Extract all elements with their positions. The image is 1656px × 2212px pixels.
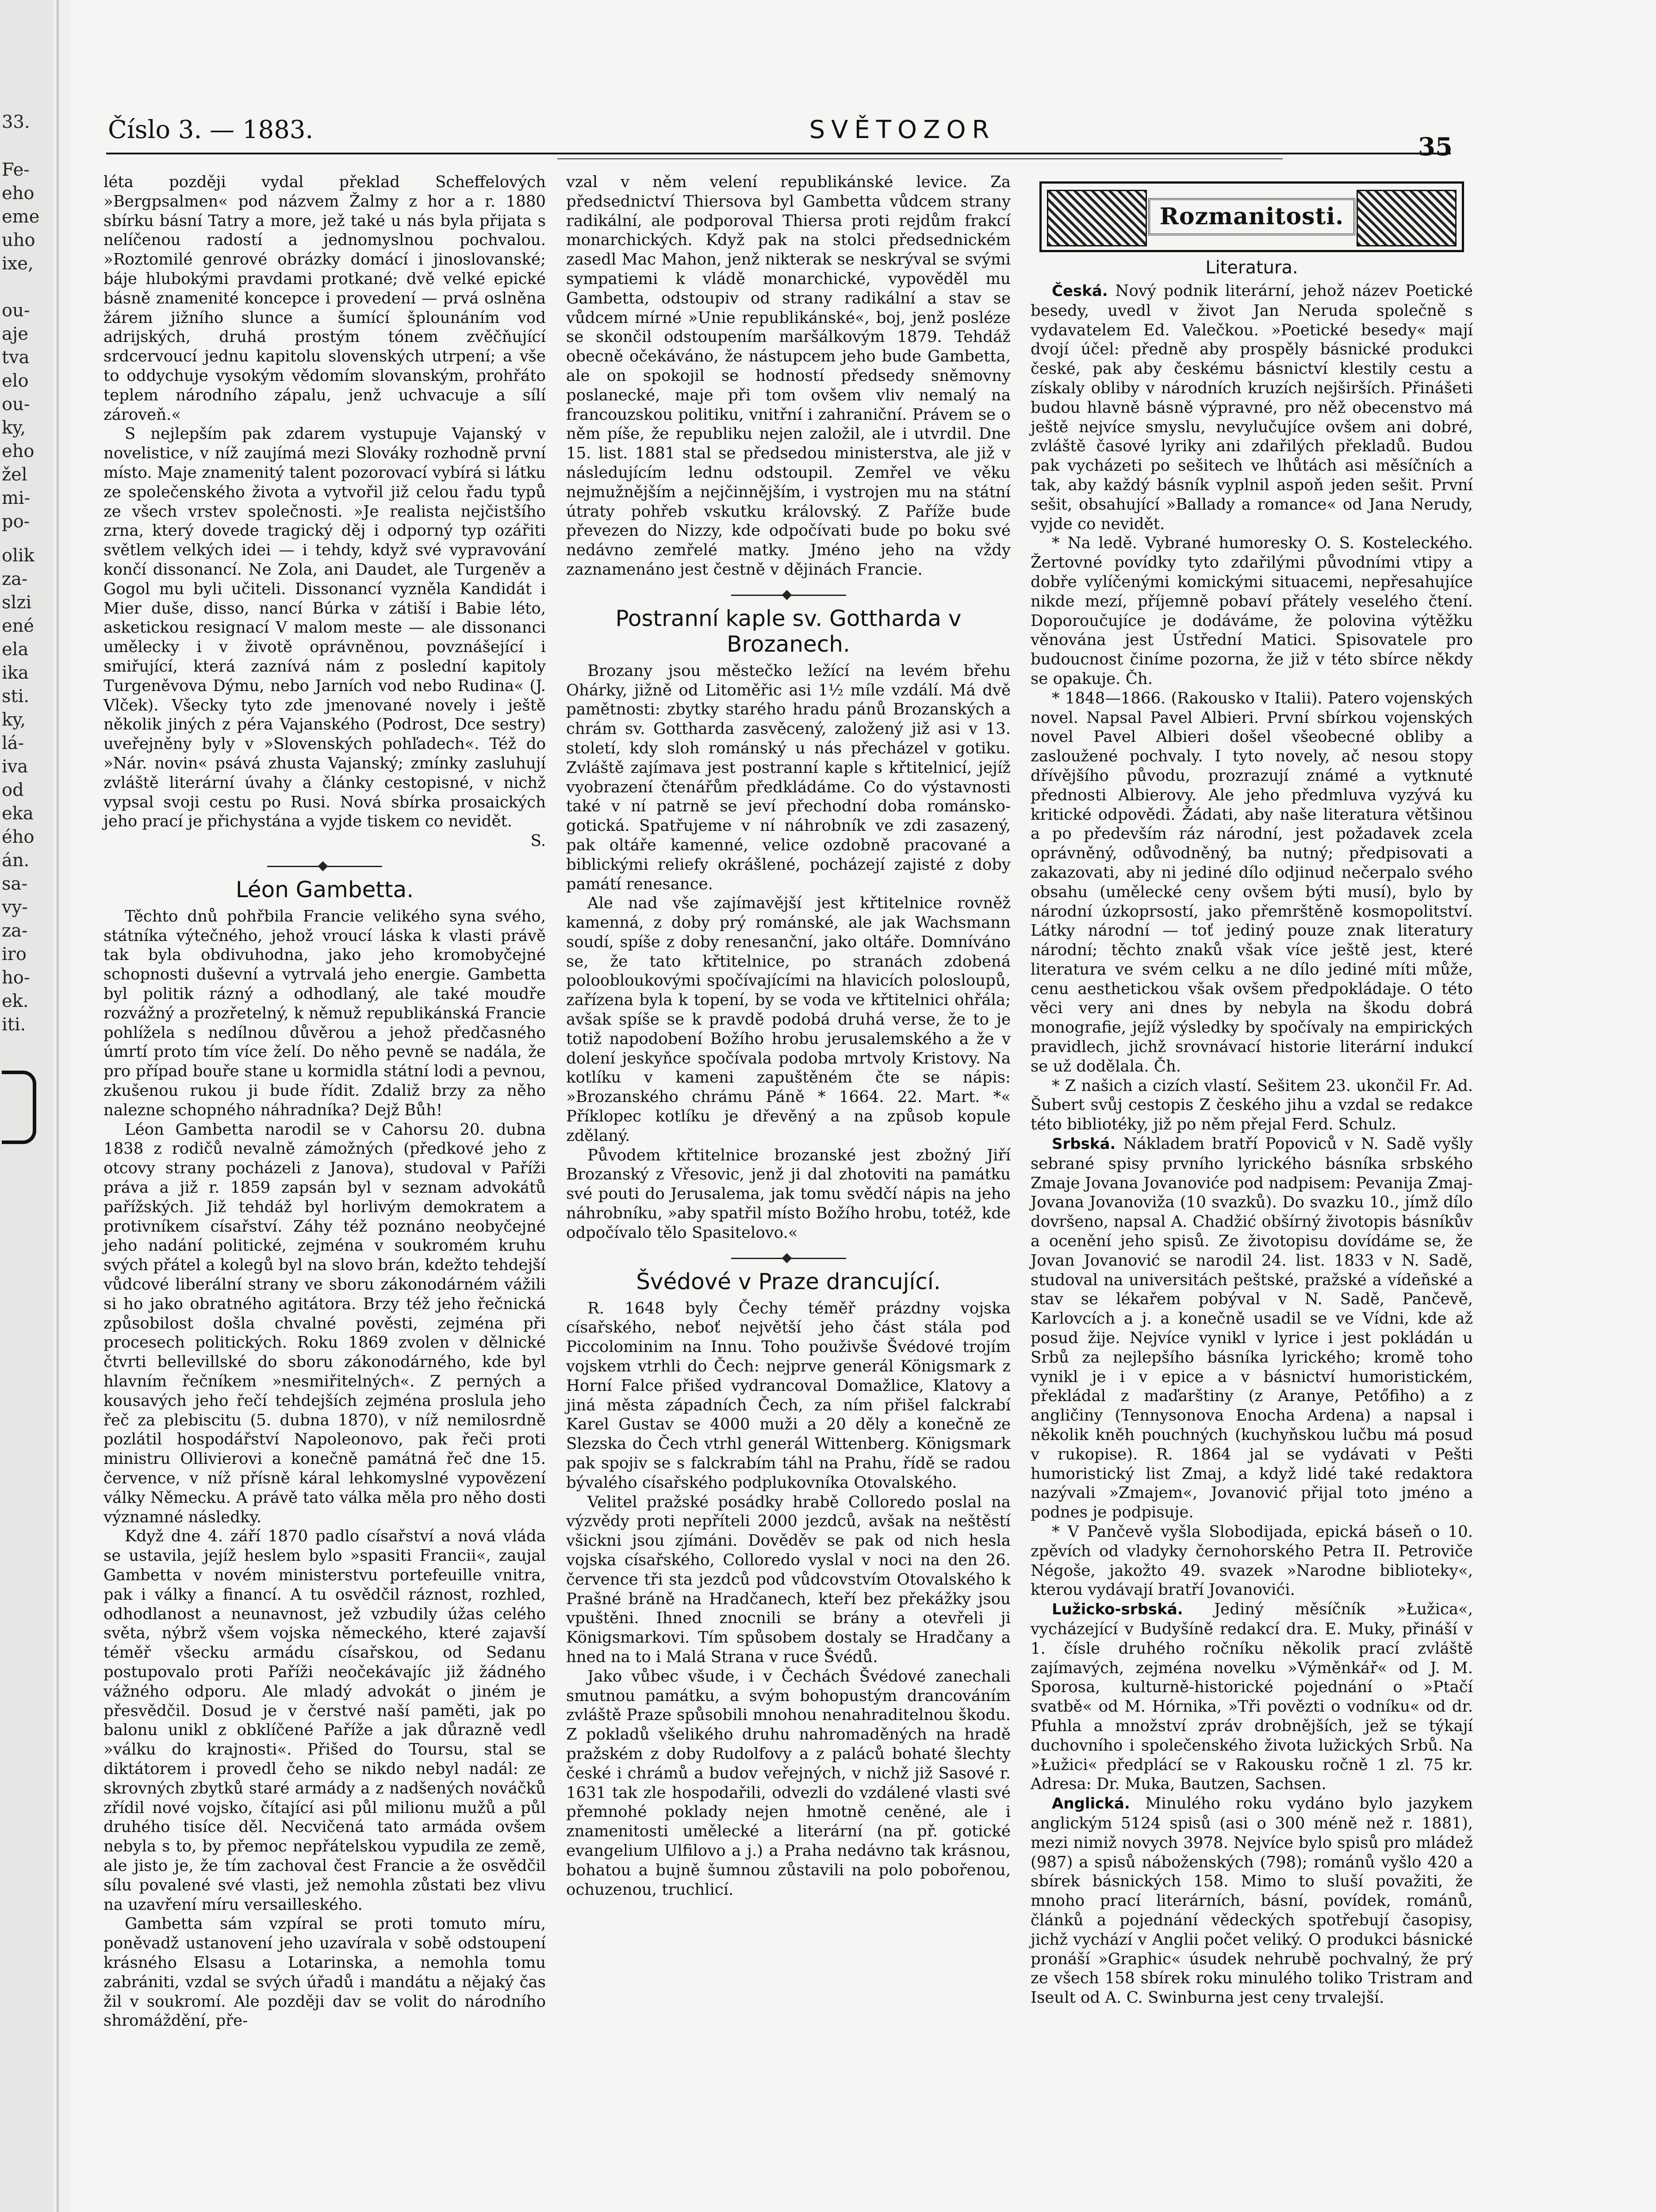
margin-fragment: ého <box>2 827 34 847</box>
margin-fragment: ixe, <box>2 253 34 274</box>
article-title-gambetta: Léon Gambetta. <box>235 876 414 902</box>
margin-fragment: ou- <box>2 300 30 321</box>
paragraph: * V Pančevě vyšla Slobodijada, epická báseň o 10. zpěvích od vladyky černohorského Petra II. Petroviče Négoše, jakožto 49. svazek »Narodne biblioteky«, kterou vydávají bratří Jovanovići. <box>1031 1523 1473 1599</box>
margin-fragment: iti. <box>2 1014 26 1035</box>
banner-title: Rozmanitosti. <box>1148 198 1356 235</box>
paragraph: Těchto dnů pohřbila Francie velikého syna svého, státníka výtečného, jehož vroucí láska k vlasti právě tak byla obdivuhodna, jako jeho kromobyčejné schopnosti duševní a vytrvalá jeho energie. Gambetta byl politik rázný a odhodlaný, ale také moudře rozvážný a prozřetelný, k němuž republikánská Francie pohlížela s nedílnou důvěrou a jehož předčasného úmrtí proto tím více želí. Do něho pevně se nadála, že pro případ bouře stane u kormidla státní lodi a pevnou, zkušenou rukou ji bude řídit. Zdaliž brzy za něho nalezne schopného náhradníka? Dejž Bůh! <box>104 907 546 1119</box>
paragraph: Nákladem bratří Popoviců v N. Sadě vyšly sebrané spisy prvního lyrického básníka srbského Zmaje Jovana Jovanoviće pod nadpisem: Pevanija Zmaj-Jovana Jovanoviža (10 svazků). Do svazku 10., jímž dílo dovršeno, napsal A. Chadžić obšírný životopis básníkův a ocenění jeho spisů. Ze životopisu dovídáme se, že Jovan Jovanović se narodil 24. list. 1833 v N. Sadě, studoval na universitách peštské, pražské a vídeňské a stav se lékařem pobýval v N. Sadě, Pančevě, Karlovcích a j. a konečně usadil se ve Vídni, kde až posud žije. Nejvíce vynikl v lyrice i jest pokládán u Srbů za nejlepšího básníka lyrického; kromě toho vynikl je i v epice a v básnictví humoristickém, překládal z maďarštiny (z Aranye, Petőfiho) a z angličiny (Tennysonova Enocha Ardena) a napsal i několik kněh pouchných (kuchyňskou lučbu má posud v rukopise). R. 1864 jal se vydávati v Pešti humoristický list Zmaj, a když lidé také redaktora nazývali »Zmajem«, Jovanović přijal toto jméno a podnes je podpisuje. <box>1031 1135 1473 1522</box>
ornament-left-icon <box>1047 190 1147 246</box>
section-heading-literatura: Literatura. <box>1205 257 1298 278</box>
rozmanitosti-banner <box>1039 181 1464 252</box>
margin-fragment: ky, <box>2 710 26 730</box>
margin-fragment: ky, <box>2 418 26 438</box>
paragraph: Jako vůbec všude, i v Čechách Švédové zanechali smutnou památku, a svým bohopustým drancováním zvláště Praze spůsobili mnohou nenahraditelnou škodu. Z pokladů všelikého druhu nahromaděných na hradě pražském z doby Rudolfovy a z paláců bohaté šlechty české i chrámů a budov veřejných, v nichž již Sasové r. 1631 tak zle hospodařili, odvezli do vzdálené vlasti své přemnohé poklady nejen hmotně ceněné, ale i znamenitosti umělecké a literární (na př. gotické evangelium Ulfilovo a j.) a Praha nedávno tak krásnou, bohatou a bujně šumnou zůstavili na polo pobořenou, ochuzenou, truchlicí. <box>566 1667 1011 1899</box>
margin-fragment: sa- <box>2 874 27 894</box>
margin-fragment: od <box>2 780 24 800</box>
margin-fragment: vy- <box>2 897 28 918</box>
paragraph: Původem křtitelnice brozanské jest zbožný Jiří Brozanský z Vřesovic, jenž ji dal zhotoviti na památku své pouti do Jerusalema, jak tomu svědčí nápis na jeho náhrobníku, »aby spatřil místo Božího hrobu, totéž, kde odpočívalo tělo Spasitelovo.« <box>566 1146 1011 1242</box>
margin-fragment: eka <box>2 803 34 824</box>
paragraph: Nový podnik literární, jehož název Poetické besedy, uvedl v život Jan Neruda společně s vydavatelem Ed. Valečkou. »Poetické besedy« mají dvojí účel: předně aby prospěly básnické produkci české, pak aby českému básnictví klestily cestu a získaly obliby v národních kruzích nejširších. Přinášeti budou hlavně básně výpravné, pro něž obecenstvo má ještě nejvíce smyslu, nevylučujíce ovšem ani dobré, zvláště časové lyriky ani zdařilých překladů. Budou pak vycházeti po sešitech ve lhůtách asi měsíčních a tak, aby každý básník vyplnil aspoň jeden sešit. První sešit, obsahující »Ballady a romance« od Jana Nerudy, vyjde co nevidět. <box>1031 282 1473 533</box>
page <box>71 0 1656 2212</box>
masthead-title: SVĚTOZOR <box>809 115 996 144</box>
lead-luzicko-srbska: Lužicko-srbská. <box>1052 1601 1183 1619</box>
margin-fragment: eho <box>2 441 34 461</box>
margin-fragment: iva <box>2 757 28 777</box>
margin-fragment: aje <box>2 324 28 344</box>
margin-fragment: po- <box>2 511 30 532</box>
column-2 <box>566 173 1011 1899</box>
paragraph: Minulého roku vydáno bylo jazykem anglickým 5124 spisů (asi o 300 méně než r. 1881), mezi nimiž novych 3978. Nejvíce bylo spisů pro mládež (987) a spisů náboženských (798); románů vyšlo 420 a sbírek básnických 158. Mimo to sluší považiti, že mnoho prací literárních, básní, povídek, románů, článků a pojednání vědeckých spotřebují časopisy, jichž vychází v Anglii počet veliký. O produkci básnické pronáší »Graphic« úsudek nehrubě pochvalný, že prý ze všech 158 sbírek roku minulého toliko Tristram and Iseult od A. C. Swinburna jest ceny trvalejší. <box>1031 1794 1473 2007</box>
paragraph: * Z našich a cizích vlastí. Sešitem 23. ukončil Fr. Ad. Šubert svůj cestopis Z českého jihu a vzdal se redakce této bibliotéky, již po něm přejal Ferd. Schulz. <box>1031 1076 1473 1134</box>
margin-fragment: sti. <box>2 686 30 707</box>
margin-fragment: ené <box>2 616 34 636</box>
margin-fragment: ika <box>2 663 29 683</box>
section-divider <box>731 1258 846 1259</box>
paragraph: Velitel pražské posádky hrabě Colloredo poslal na výzvědy proti nepříteli 2000 jezdců, avšak na neštěstí všickni jsou zjímáni. Dověděv se pak od nich hesla vojska císařského, Colloredo vyslal v noci na den 26. července tři sta jezdců pod vůdcovstvím Otovalského k Prašné bráně na Hradčanech, kteří bez překážky jsou vpuštěni. Ihned znocnili se brány a otevřeli ji Königsmarkovi. Tím spůsobem dostaly se Hradčany a hned na to i Malá Strana v ruce Švédů. <box>566 1493 1011 1666</box>
article-title-kaple: Postranní kaple sv. Gottharda v Brozanech. <box>615 605 962 657</box>
margin-fragment: ou- <box>2 394 30 415</box>
signature: S. <box>530 832 546 850</box>
header-rule-thin <box>557 158 1283 159</box>
paragraph: Brozany jsou městečko ležící na levém břehu Ohárky, jižně od Litoměřic asi 1½ míle vzdálí. Má dvě pamětnosti: zbytky starého hradu pánů Brozanských a chrám sv. Gottharda zasvěcený, založený již asi v 13. století, kdy sloh románský u nás přecházel v gotiku. Zvláště zajímava jest postranní kaple s křtitelnicí, jejíž vyobrazení čtenářům předkládáme. Co do výstavnosti také v ní patrně se jeví přechodní doba románsko-gotická. Spatřujeme v ní náhrobník ve zdi zasazený, pak oltáře kamenné, velice ozdobně pracované a biblickými reliefy okrášlené, pocházejí zajisté z doby památí renesance. <box>566 661 1011 893</box>
lead-srbska: Srbská. <box>1052 1135 1116 1153</box>
margin-fragment: slzi <box>2 592 32 613</box>
margin-fragment: án. <box>2 850 30 871</box>
margin-fragment: elo <box>2 371 29 391</box>
column-1 <box>104 173 546 2031</box>
margin-fragment: Fe- <box>2 160 30 180</box>
margin-fragment: uho <box>2 230 35 250</box>
issue-number: Číslo 3. — 1883. <box>108 115 314 144</box>
ornament-fragment <box>2 1071 36 1144</box>
article-title-svedove: Švédové v Praze drancující. <box>636 1268 941 1294</box>
paragraph: Gambetta sám vzpíral se proti tomuto míru, poněvadž ustanovení jeho uzavírala v sobě odstoupení krásného Elsasu a Lotarinska, a nemohla tomu zabrániti, vzdal se svých úřadů i mandátu a nějaký čas žil v soukromí. Ale později dav se volit do národního shromáždění, pře- <box>104 1915 546 2030</box>
ornament-right-icon <box>1357 190 1457 246</box>
paragraph: vzal v něm velení republikánské levice. Za předsednictví Thiersova byl Gambetta vůdcem strany radikální, ale podporoval Thiersa proti rejdům frakcí monarchických. Když pak na stolci předsednickém zasedl Mac Mahon, jenž nikterak se neskrýval se svými sympatiemi k vládě monarchické, vypověděl mu Gambetta, odstoupiv od strany radikální a stav se vůdcem mírné »Unie republikánské«, boj, jenž posléze se skončil odstoupením maršálkovým 1879. Tehdáž obecně očekáváno, že nástupcem jeho bude Gambetta, ale on spokojil se hodností předsedy sněmovny poslanecké, maje při tom ovšem vliv nemalý na francouzskou politiku, vnitřní i zahraniční. Právem se o něm píše, že republiku nejen založil, ale i utvrdil. Dne 15. list. 1881 stal se předsedou ministerstva, ale již v následujícím lednu odstoupil. Zemřel ve věku nejmužnějším a nejčinnějším, i vystrojen mu na státní útraty pohřeb vskutku královský. Z Paříže bude převezen do Nizzy, kde odpočívati bude po boku své nedávno zemřelé matky. Jméno jeho na vždy zaznamenáno jest čestně v dějinách Francie. <box>566 173 1011 579</box>
margin-fragment: za- <box>2 921 28 941</box>
margin-fragment: ela <box>2 639 29 660</box>
margin-fragment: 33. <box>2 112 30 132</box>
margin-fragment: žel <box>2 465 27 485</box>
header-rule <box>106 153 1451 154</box>
lead-anglicka: Anglická. <box>1052 1795 1130 1813</box>
margin-fragment: iro <box>2 944 27 964</box>
paragraph: Ale nad vše zajímavější jest křtitelnice rovněž kamenná, z doby prý románské, ale jak Wachsmann soudí, spíše z doby renesanční, jako oltáře. Domníváno se, že tato křtitelnice, po stranách zdobená poloobloukovými spočívajícími na hlavicích polosloupů, zařízena byla k topení, by se voda ve křtitelnici ohřála; avšak spíše se k pravdě podobá druhá verse, že to je totiž napodobení Božího hrobu jerusalemského a že v dolení jeskyňce spočívala podoba mrtvoly Kristovy. Na kotlíku v kameni zapuštěném čte se nápis: »Brozanského chrámu Páně * 1664. 22. Mart. *« Příklopec kotlíku je dřevěný a na způsob kopule zdělaný. <box>566 894 1011 1145</box>
column-3 <box>1031 181 1473 2008</box>
margin-fragment: eho <box>2 183 34 204</box>
paragraph: * Na ledě. Vybrané humoresky O. S. Kosteleckého. Žertovné povídky tyto zdařilými původními vtipy a dobře vylíčenými komickými situacemi, nepřesahujíce nikde mezí, příjemně pobaví přátely veselého čtení. Doporoučujíce je dodáváme, že polovina výtěžku věnována jest Ústřední Matici. Spisovatele pro budoucnost činíme pozorna, že již v této sbírce někdy se opakuje. Čh. <box>1031 534 1473 688</box>
page-gutter <box>57 0 59 2212</box>
paragraph: léta později vydal překlad Scheffelových »Bergpsalmen« pod názvem Žalmy z hor a r. 1880 sbírku básní Tatry a more, jež také u nás byla přijata s nelíčenou radostí a jednomyslnou pochvalou. »Roztomilé genrové obrázky domácí i jinoslovanské; báje hlubokými pravdami protkané; dvě velké epické básně znamenité koncepce i provedení — prvá oslněna žárem jižního slunce a šumící šplounáním vod adrijských, druhá prostým tónem zvěčňující srdcervoucí jednu kapitolu slovenských utrpení; a vše to oddychuje vysokým vědomím slovanským, prohřáto teplem národního zápalu, jenž uchvacuje a sílí zároveň.« <box>104 173 546 424</box>
margin-fragment: mi- <box>2 488 31 508</box>
margin-fragment: za- <box>2 569 28 589</box>
paragraph: Jediný měsíčník »Łužica«, vycházející v Budyšíně redakcí dra. E. Muky, přináší v 1. čísle druhého ročníku několik prací zvláště zajímavých, zejména novelku »Výměnkář« od J. M. Sporosa, kulturně-historické pojednání o »Ptačí svatbě« od M. Hórnika, »Tři povězti o vodníku« od dr. Pfuhla a množství zpráv drobnějších, jež se týkají duchovního i společenského života lužických Srbů. Na »Łužici« předplácí se v Rakousku ročně 1 zl. 75 kr. Adresa: Dr. Muka, Bautzen, Sachsen. <box>1031 1600 1473 1793</box>
margin-fragment: lá- <box>2 733 24 753</box>
previous-page-margin <box>0 0 53 2212</box>
paragraph: S nejlepším pak zdarem vystupuje Vajanský v novelistice, v níž zaujímá mezi Slováky rozhodně první místo. Maje znamenitý talent pozorovací vybírá si látku ze společenského života a vytvořil již celou řadu typů ze všech vrstev společnosti. »Je realista nejčistšího zrna, který dovede tragický děj i odporný typ ozářiti světlem velkých idei — i tehdy, když své vypravování končí dissonancí. Ne Zola, ani Daudet, ale Turgeněv a Gogol mu byli učiteli. Dissonancí vyzněla Kandidát i Mier duše, disso, nancí Búrka v zátiší i Babie léto, asketickou resignací V malom meste — ale dissonanci umělecky i v životě oprávněnou, povznášející i smiřující, která zaznívá nám z poslední kapitoly Turgeněvova Dýmu, nebo Jarních vod nebo Rudina« (J. Vlček). Všecky tyto zde jmenované novely i ještě několik jiných z péra Vajanského (Podrost, Dce sestry) uveřejněny byly v »Slovenských pohľadech«. Též do »Nár. novin« psává zhusta Vajanský; zmínky zasluhují zvláště literární úvahy a články cestopisné, v nichž vypsal svoji cestu po Rusi. Nová sbírka prosaických jeho prací je přichystána a vyjde tiskem co nevidět. <box>104 425 546 831</box>
lead-ceska: Česká. <box>1052 282 1108 300</box>
margin-fragment: olik <box>2 545 34 566</box>
section-divider <box>267 866 382 867</box>
paragraph: Léon Gambetta narodil se v Cahorsu 20. dubna 1838 z rodičů nevalně zámožných (předkové jeho z otcovy strany pocházeli z Janova), studoval v Paříži práva a již r. 1859 zapsán byl v seznam advokátů pařížských. Již tehdáž byl horlivým demokratem a protivníkem císařství. Záhy též poznáno neobyčejné jeho nadání politické, zejména v soukromém kruhu svých přátel a kolegů byl na slovo brán, kdežto tehdejší vůdcové liberální strany ve sboru zákonodárném vážili si ho jako obratného agitátora. Brzy též jeho řečnická způsobilost došla chvalné pověsti, zejména při procesech politických. Roku 1869 zvolen v dělnické čtvrti bellevillské do sboru zákonodárného, kde byl hlavním řečníkem »nesmiřitelných«. Z perných a kousavých jeho řečí tehdejších zejména proslula jeho řeč za plebiscitu (5. dubna 1870), v níž nemilosrdně pozlátil hospodářství Napoleonovo, pak řeči proti ministru Ollivierovi a konečně památná řeč dne 15. července, v níž přísně káral lehkomyslné vypovězení války Německu. A právě tato válka měla pro něho dosti významné následky. <box>104 1120 546 1526</box>
margin-fragment: eme <box>2 207 40 227</box>
paragraph: Když dne 4. září 1870 padlo císařství a nová vláda se ustavila, jejíž heslem bylo »spasiti Francii«, zaujal Gambetta v novém ministerstvu portefeuille vnitra, pak i války a financí. A tu osvědčil ráznost, rozhled, odhodlanost a neunavnost, jež vzbudily úžas celého světa, nýbrž všem vojska německého, které zajavší téměř všecku armádu císařskou, od Sedanu postupovalo proti Paříži neočekávajíc již žádného vážného odporu. Ale mladý advokát o jiném je přesvědčil. Dosud je v čerstvé naší paměti, jak po balonu unikl z obklíčené Paříže a jak důrazně vedl »válku do krajnosti«. Přišed do Toursu, stal se diktátorem i provedl čeho se nikdo nebyl nadál: ze skrovných zbytků staré armády a z nadšených nováčků zřídil nové vojsko, čítající asi půl milionu mužů a půl druhého tisíce děl. Necvičená tato armáda ovšem nebyla s to, by přemoc nepřátelskou vypudila ze země, ale jisto je, že tím zachoval čest Francie a že osvědčil sílu povalené své vlasti, jež nemohla zůstati bez vlivu na uzavření míru versailleského. <box>104 1527 546 1914</box>
paragraph: R. 1648 byly Čechy téměř prázdny vojska císařského, neboť největší jeho část stála pod Piccolominim na Innu. Toho použivše Švédové trojím vojskem vtrhli do Čech: nejprve generál Königsmark z Horní Falce přišed vydrancoval Domažlice, Klatovy a jiná města západních Čech, za ním přišel falckrabí Karel Gustav se 4000 muži a 20 děly a konečně ze Slezska do Čech vtrhl generál Wittenberg. Königsmark pak spojiv se s falckrabím táhl na Prahu, řídě se radou bývalého císařského podplukovníka Otovalského. <box>566 1299 1011 1492</box>
margin-fragment: ho- <box>2 968 30 988</box>
page-number: 35 <box>1418 132 1453 161</box>
margin-fragment: tva <box>2 347 30 368</box>
margin-fragment: ek. <box>2 991 29 1011</box>
paragraph: * 1848—1866. (Rakousko v Italii). Patero vojenských novel. Napsal Pavel Albieri. První sbírkou vojenských novel Pavel Albieri došel všeobecné obliby a zasloužené pochvaly. I tyto novely, ač nesou stopy dřívějšího původu, prozrazují známé a vytknuté přednosti Albierovy. Ale jeho předmluva vyzývá ku kritické odpovědi. Žádati, aby naše literatura většinou a po především ráz národní, jest požadavek zcela oprávněný, odůvodněný, ba nutný; předpisovati a zakazovati, aby ni jediné dílo odjinud nečerpalo svého obsahu (umělecké ceny ovšem býti musí), bylo by národní úzkoprsostí, jako přemrštěně kosmopolitství. Látky národní — toť jediný pouze znak literatury národní; těchto znaků však více ještě jest, které literatura ve svém celku a ne dílo jediné míti může, cenu aesthetickou však ovšem předpokládaje. O této věci very ani dnes by nebyla na škodu dobrá monografie, jejíž výsledky by spočívaly na empirických pravidlech, jichž srovnávací historie literární indukcí se už dodělala. Čh. <box>1031 689 1473 1075</box>
section-divider <box>731 595 846 596</box>
